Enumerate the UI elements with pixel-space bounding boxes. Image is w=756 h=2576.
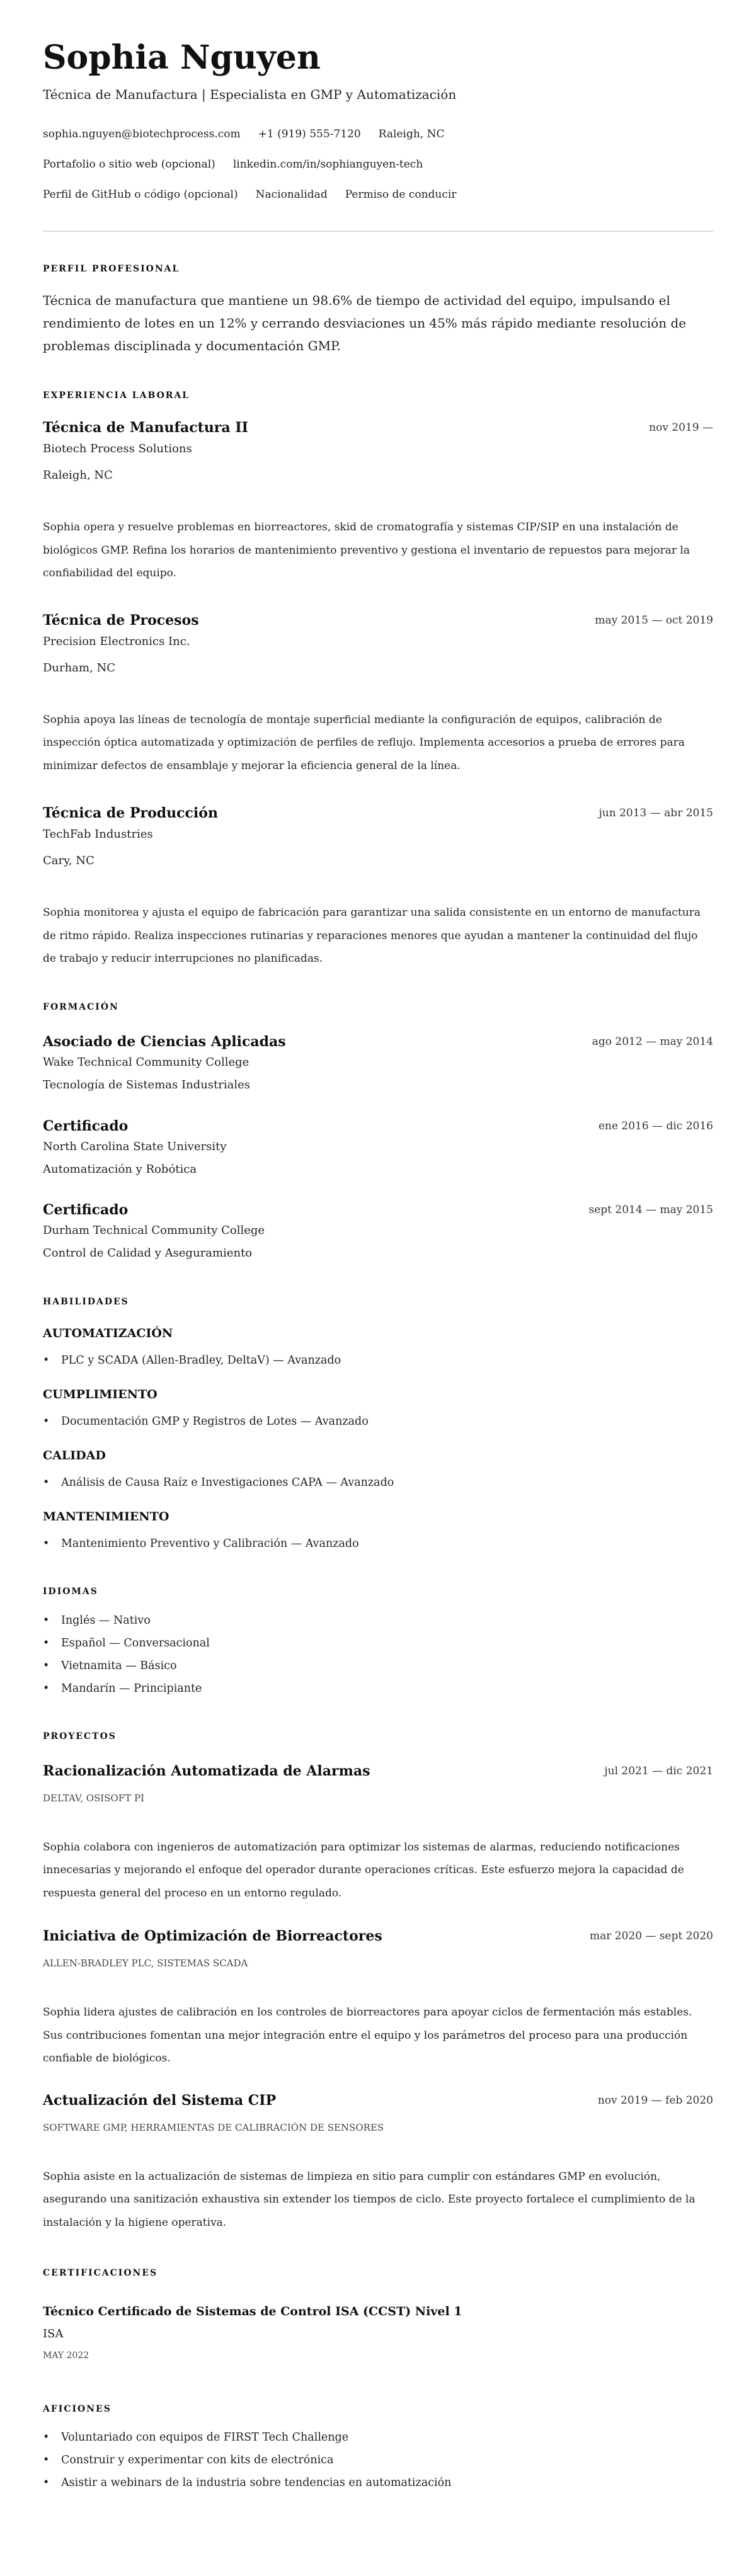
certification-date: MAY 2022 — [43, 2351, 89, 2361]
job-company: Precision Electronics Inc. — [43, 634, 190, 648]
section-heading: FORMACIÓN — [43, 1001, 119, 1012]
job-location: Raleigh, NC — [43, 469, 113, 482]
institution: Wake Technical Community College — [43, 1055, 249, 1069]
section-heading: HABILIDADES — [43, 1296, 129, 1307]
institution: Durham Technical Community College — [43, 1223, 265, 1237]
job-description: Sophia opera y resuelve problemas en biorreactores, skid de cromatografía y sistemas CIP/SIP en una instalación de biológicos GMP. Refina los horarios de mantenimiento preventivo y gestiona el inventario de repuestos para mejorar la confiabilidad del equipo. — [43, 521, 690, 579]
job-description: Sophia apoya las líneas de tecnología de montaje superficial mediante la configuración de equipos, calibración de inspección óptica automatizada y optimización de perfiles de reflujo. Implementa accesorios a prueba de errores para minimizar defectos de ensamblaje y mejorar la eficiencia general de la línea. — [43, 713, 685, 772]
language-item: • Inglés — Nativo — [43, 1614, 151, 1627]
github-link[interactable]: Perfil de GitHub o código (opcional) — [43, 188, 238, 201]
experience-section — [43, 389, 713, 971]
project-tech: ALLEN-BRADLEY PLC, SISTEMAS SCADA — [43, 1958, 248, 1969]
language-item: • Mandarín — Principiante — [43, 1682, 202, 1695]
project-description: Sophia colabora con ingenieros de automatización para optimizar los sistemas de alarmas, reduciendo notificaciones innecesarias y mejorando el enfoque del operador durante operaciones críticas. Este esfuerzo mejora la capacidad de respuesta general del proceso en un entorno regulado. — [43, 1840, 684, 1900]
project-entry — [43, 1927, 713, 2070]
education-dates: ago 2012 — may 2014 — [592, 1035, 713, 1048]
language-item: • Español — Conversacional — [43, 1636, 210, 1650]
skill-item: • Análisis de Causa Raíz e Investigaciones CAPA — Avanzado — [43, 1476, 394, 1489]
contact-row — [43, 180, 713, 210]
summary-text: Técnica de manufactura que mantiene un 98.6% de tiempo de actividad del equipo, impulsando el rendimiento de lotes en un 12% y cerrando desviaciones un 45% más rápido mediante resolución de problemas disciplinada y documentación GMP. — [43, 293, 687, 353]
certification-entry — [43, 2302, 713, 2363]
project-entry — [43, 1762, 713, 1905]
project-entry — [43, 2091, 713, 2235]
field-of-study: Control de Calidad y Aseguramiento — [43, 1246, 253, 1260]
languages-section — [43, 1585, 713, 1700]
section-heading: AFICIONES — [43, 2404, 112, 2414]
contact-row — [43, 149, 713, 180]
job-entry — [43, 611, 713, 778]
project-description: Sophia asiste en la actualización de sistemas de limpieza en sitio para cumplir con estándares GMP en evolución, asegurando una sanitización exhaustiva sin extender los tiempos de ciclo. Este proyecto fortalece el cumplimiento de la instalación y la higiene operativa. — [43, 2170, 696, 2229]
certification-name: Técnico Certificado de Sistemas de Control ISA (CCST) Nivel 1 — [43, 2305, 462, 2318]
contact-row — [43, 119, 713, 149]
field-of-study: Automatización y Robótica — [43, 1162, 197, 1176]
job-dates: may 2015 — oct 2019 — [595, 613, 713, 627]
job-description: Sophia monitorea y ajusta el equipo de fabricación para garantizar una salida consistente en un entorno de manufactura de ritmo rápido. Realiza inspecciones rutinarias y reparaciones menores que ayudan a mantener la continuidad del flujo de trabajo y reducir interrupciones no planificadas. — [43, 906, 701, 965]
job-company: TechFab Industries — [43, 828, 153, 841]
contact-info — [43, 119, 713, 210]
linkedin-link[interactable]: linkedin.com/in/sophianguyen-tech — [232, 158, 423, 171]
nationality: Nacionalidad — [255, 188, 328, 201]
education-entry — [43, 1032, 713, 1097]
skill-item: • PLC y SCADA (Allen-Bradley, DeltaV) — Avanzado — [43, 1354, 341, 1367]
education-section — [43, 1001, 713, 1265]
summary-section — [43, 263, 713, 357]
project-title: Iniciativa de Optimización de Biorreactores — [43, 1928, 382, 1944]
project-dates: nov 2019 — feb 2020 — [597, 2094, 713, 2107]
degree: Asociado de Ciencias Aplicadas — [43, 1033, 286, 1050]
section-heading: IDIOMAS — [43, 1586, 98, 1597]
portfolio-link[interactable]: Portafolio o sitio web (opcional) — [43, 158, 215, 171]
job-title: Técnica de Producción — [43, 805, 218, 821]
section-heading: PERFIL PROFESIONAL — [43, 264, 180, 274]
education-dates: ene 2016 — dic 2016 — [598, 1119, 713, 1132]
job-location: Cary, NC — [43, 854, 94, 867]
job-dates: jun 2013 — abr 2015 — [598, 807, 713, 819]
skill-item: • Documentación GMP y Registros de Lotes — Avanzado — [43, 1415, 369, 1428]
projects-section — [43, 1730, 713, 2235]
location: Raleigh, NC — [378, 128, 445, 140]
job-dates: nov 2019 — — [649, 421, 713, 434]
job-entry — [43, 804, 713, 971]
project-dates: mar 2020 — sept 2020 — [589, 1930, 713, 1942]
resume-header — [43, 39, 713, 210]
skill-item: • Mantenimiento Preventivo y Calibración — Avanzado — [43, 1537, 359, 1550]
certification-issuer: ISA — [43, 2327, 64, 2340]
project-tech: DELTAV, OSISOFT PI — [43, 1792, 145, 1804]
email-link[interactable]: sophia.nguyen@biotechprocess.com — [43, 128, 241, 140]
project-tech: SOFTWARE GMP, HERRAMIENTAS DE CALIBRACIÓN DE SENSORES — [43, 2121, 384, 2133]
hobby-item: • Voluntariado con equipos de FIRST Tech Challenge — [43, 2431, 349, 2444]
candidate-title: Técnica de Manufactura | Especialista en GMP y Automatización — [43, 87, 457, 102]
job-title: Técnica de Manufactura II — [43, 419, 248, 436]
skill-category: CUMPLIMIENTO — [43, 1387, 158, 1401]
field-of-study: Tecnología de Sistemas Industriales — [43, 1078, 250, 1091]
skill-category: AUTOMATIZACIÓN — [43, 1326, 173, 1340]
project-title: Actualización del Sistema CIP — [43, 2092, 277, 2109]
education-entry — [43, 1117, 713, 1181]
certifications-section — [43, 2267, 713, 2363]
skills-section — [43, 1296, 713, 1555]
education-dates: sept 2014 — may 2015 — [588, 1203, 713, 1216]
driving-license: Permiso de conducir — [345, 188, 457, 201]
section-heading: PROYECTOS — [43, 1731, 117, 1741]
job-entry — [43, 418, 713, 585]
project-title: Racionalización Automatizada de Alarmas — [43, 1762, 370, 1779]
job-company: Biotech Process Solutions — [43, 442, 192, 455]
skill-category: MANTENIMIENTO — [43, 1509, 169, 1524]
candidate-name: Sophia Nguyen — [43, 38, 321, 77]
degree: Certificado — [43, 1117, 129, 1134]
degree: Certificado — [43, 1201, 129, 1218]
phone: +1 (919) 555-7120 — [258, 128, 361, 140]
hobby-item: • Asistir a webinars de la industria sobre tendencias en automatización — [43, 2476, 452, 2489]
education-entry — [43, 1200, 713, 1265]
section-heading: CERTIFICACIONES — [43, 2268, 158, 2278]
header-divider — [43, 231, 713, 232]
skill-category: CALIDAD — [43, 1448, 106, 1462]
section-heading: EXPERIENCIA LABORAL — [43, 390, 190, 401]
hobbies-section — [43, 2403, 713, 2494]
job-location: Durham, NC — [43, 661, 115, 675]
language-item: • Vietnamita — Básico — [43, 1659, 177, 1672]
project-description: Sophia lidera ajustes de calibración en los controles de biorreactores para apoyar ciclos de fermentación más estables. Sus contribuciones fomentan una mejor integración entre el equipo y los parámetros del proceso para una producción confiable de biológicos. — [43, 2006, 692, 2065]
hobby-item: • Construir y experimentar con kits de electrónica — [43, 2454, 334, 2466]
job-title: Técnica de Procesos — [43, 612, 199, 629]
institution: North Carolina State University — [43, 1139, 227, 1153]
project-dates: jul 2021 — dic 2021 — [604, 1764, 713, 1777]
